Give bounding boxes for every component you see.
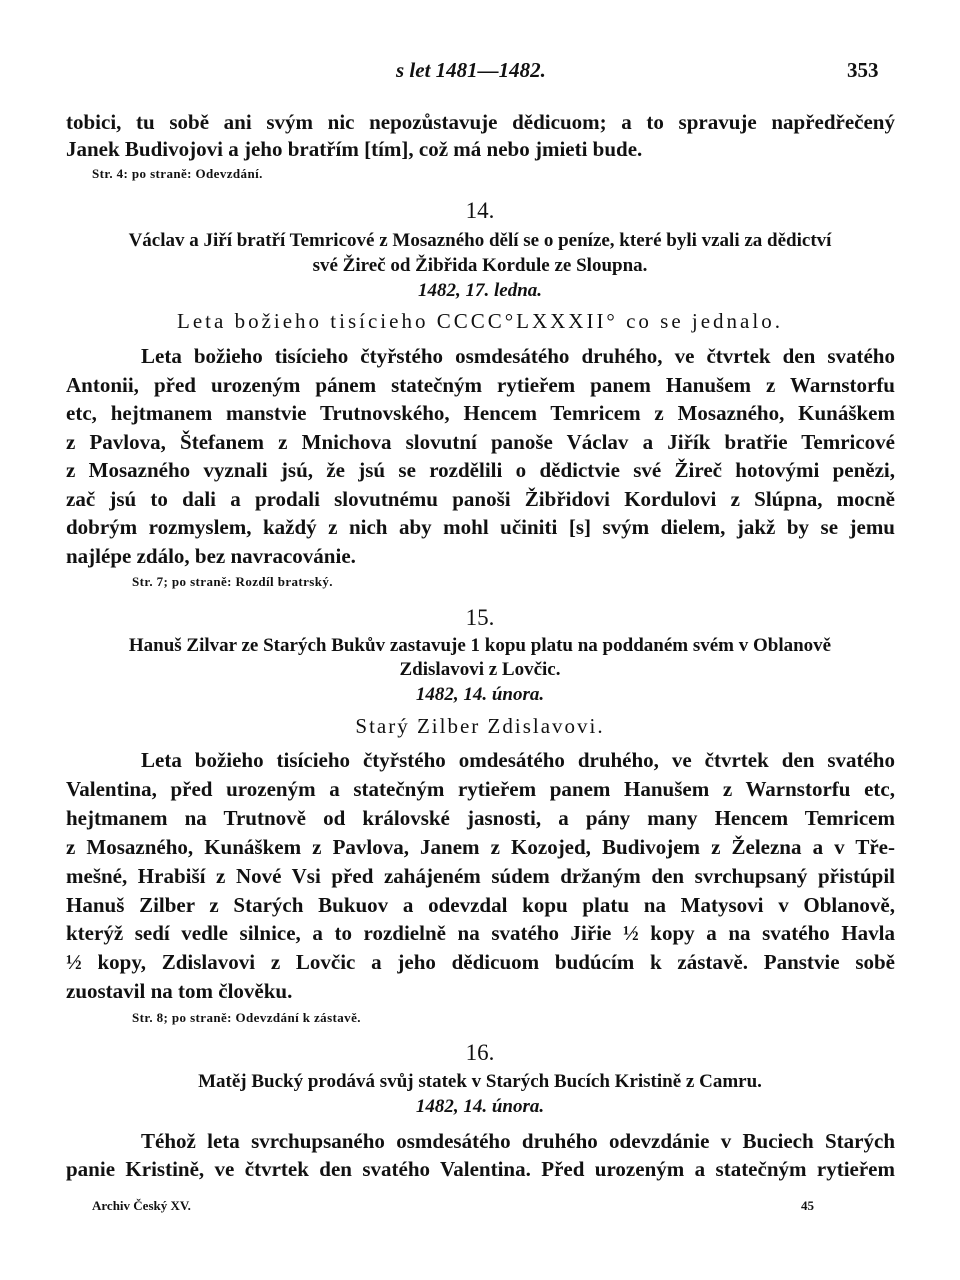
doc15-text-line: zuostavil na tom člověku. xyxy=(66,979,293,1003)
doc15-summary-line: Hanuš Zilvar ze Starých Bukův zastavuje 1 kopu platu na poddaném svém v Oblanově xyxy=(128,635,832,656)
doc14-note: Str. 7; po straně: Rozdíl bratrský. xyxy=(132,574,333,589)
doc14-summary-line: své Žireč od Žibřida Kordule ze Sloupna. xyxy=(312,255,648,276)
page-header xyxy=(0,58,960,88)
footer-signature: 45 xyxy=(801,1198,814,1213)
doc15-text-line: Valentina, před urozeným a statečným rytieřem panem Hanušem z Warnstorfu etc, xyxy=(66,777,895,801)
doc15-number: 15. xyxy=(465,605,495,630)
doc15-note: Str. 8; po straně: Odevzdání k zástavě. xyxy=(132,1010,361,1025)
doc16-number: 16. xyxy=(465,1040,495,1065)
doc16-text-line: Téhož leta svrchupsaného osmdesátého druhého odevzdánie v Buciech Starých xyxy=(141,1129,895,1153)
doc15-text-line: kterýž sedí vedle silnice, a to rozdielně na svatého Jiřie ½ kopy a na svatého Havla xyxy=(66,921,895,945)
doc16-text-line: panie Kristině, ve čtvrtek den svatého Valentina. Před urozeným a statečným rytieřem xyxy=(66,1157,895,1181)
doc14-heading: Leta božieho tisícieho CCCC°LXXXII° co se jednalo. xyxy=(177,309,783,333)
doc16-summary-line: Matěj Bucký prodává svůj statek v Starých Bucích Kristině z Camru. xyxy=(198,1071,762,1092)
intro-line: Janek Budivojovi a jeho bratřím [tím], což má nebo jmieti bude. xyxy=(66,137,643,161)
doc14-text-line: najlépe zdálo, bez navracovánie. xyxy=(66,544,356,568)
doc14-summary-line: Václav a Jiří bratří Temricové z Mosazného dělí se o peníze, které byli vzali za dědictví xyxy=(128,230,832,251)
doc15-text-line: Hanuš Zilber z Starých Bukuov a odevzdal kopu platu na Matysovi v Oblanově, xyxy=(66,893,895,917)
doc15-text-line: mešné, Hrabiší z Nové Vsi před zahájeném súdem držaným den svrchupsaný přistúpil xyxy=(66,864,895,888)
doc16-date: 1482, 14. února. xyxy=(415,1096,545,1117)
doc15-text-line: ½ kopy, Zdislavovi z Lovčic a jeho dědicuom budúcím k zástavě. Panstvie sobě xyxy=(66,950,895,974)
intro-note: Str. 4: po straně: Odevzdání. xyxy=(92,166,263,181)
doc14-date: 1482, 17. ledna. xyxy=(417,280,543,301)
doc15-text-line: hejtmanem na Trutnově od královské jasnosti, a pány many Hencem Temricem xyxy=(66,806,895,830)
doc15-date: 1482, 14. února. xyxy=(415,684,545,705)
footer-series-title: Archiv Český XV. xyxy=(92,1198,191,1213)
doc14-text-line: Leta božieho tisícieho čtyřstého osmdesátého druhého, ve čtvrtek den svatého xyxy=(141,344,895,368)
intro-line: tobici, tu sobě ani svým nic nepozůstavuje dědicuom; a to spravuje napředřečený xyxy=(66,110,895,134)
doc14-text-line: z Pavlova, Štefanem z Mnichova slovutní panoše Václav a Jiřík bratřie Temricové xyxy=(66,430,895,454)
doc15-text-line: z Mosazného, Kunáškem z Pavlova, Janem z Kozojed, Budivojem z Železna a v Tře- xyxy=(66,835,895,859)
page-number: 353 xyxy=(847,58,879,82)
doc15-text-line: Leta božieho tisícieho čtyřstého omdesátého druhého, ve čtvrtek den svatého xyxy=(141,748,895,772)
doc15-summary-line: Zdislavovi z Lovčic. xyxy=(399,659,561,680)
doc14-text-line: Antonii, před urozeným pánem statečným rytieřem panem Hanušem z Warnstorfu xyxy=(66,373,895,397)
doc14-number: 14. xyxy=(465,198,495,223)
doc14-text-line: z Mosazného vyznali jsú, že jsú se rozdělili o dědictvie své Žireč hotovými penězi, xyxy=(66,458,895,482)
doc14-text-line: dobrým rozmyslem, každý z nich aby mohl učiniti [s] svým dielem, jakž by se jemu xyxy=(66,515,895,539)
running-title: s let 1481—1482. xyxy=(396,58,546,82)
doc14-text-line: etc, hejtmanem manstvie Trutnovského, Hencem Temricem z Mosazného, Kunáškem xyxy=(66,401,895,425)
doc15-heading: Starý Zilber Zdislavovi. xyxy=(355,714,605,738)
doc14-text-line: zač jsú to dali a prodali slovutnému panoši Žibřidovi Kordulovi z Slúpna, mocně xyxy=(66,487,895,511)
